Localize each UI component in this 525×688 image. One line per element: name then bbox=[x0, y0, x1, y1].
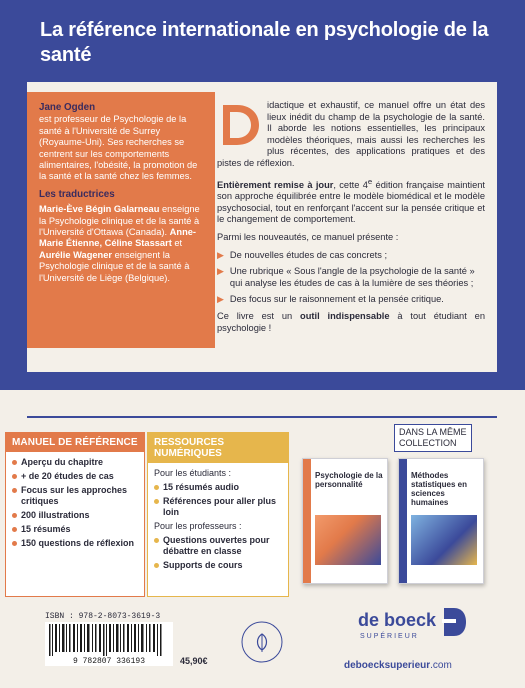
description bbox=[217, 100, 485, 340]
bullet-dot-icon bbox=[154, 538, 159, 543]
book-title: Psychologie de la personnalité bbox=[315, 471, 383, 489]
novelties-intro: Parmi les nouveautés, ce manuel présente : bbox=[217, 232, 399, 243]
url-domain: .com bbox=[430, 660, 452, 671]
edition-text: , cette 4 bbox=[333, 179, 368, 190]
teachers-label: Pour les professeurs : bbox=[154, 521, 242, 531]
description-edition bbox=[217, 176, 485, 226]
translators-heading: Les traductrices bbox=[39, 188, 115, 200]
author-name: Jane Ogden bbox=[39, 102, 96, 113]
closing-text: à tout étudiant en psychologie ! bbox=[217, 311, 485, 333]
novelty-text: Une rubrique « Sous l'angle de la psychologie de la santé » qui analyse les études de cas à la lumière de ses théories ; bbox=[229, 266, 475, 288]
collection-tag bbox=[394, 424, 472, 452]
arrow-bullet-icon: ▶ bbox=[217, 249, 224, 260]
barcode-icon bbox=[45, 622, 173, 666]
book-spine bbox=[399, 459, 407, 583]
student-resource: 15 résumés audio bbox=[163, 482, 240, 492]
description-intro: idactique et exhaustif, ce manuel offre un état des lieux inédit du champ de la psychologie de la santé. Il aborde les notions essentielles, les principaux modèles théoriques, mais aussi les recherches les plus récentes, des applications pratiques et des pistes de réflexion. bbox=[217, 100, 485, 168]
list-item bbox=[12, 510, 138, 521]
manuel-item: Focus sur les approches critiques bbox=[21, 485, 128, 506]
closing-text: Ce livre est un bbox=[217, 311, 301, 321]
book-cover-image bbox=[411, 515, 477, 565]
manuel-heading: MANUEL DE RÉFÉRENCE bbox=[6, 433, 144, 452]
edition-text: édition française maintient son approche équilibrée entre le modèle biomédical et le modèle psychosocial, tout en renforçant l'accent sur la pensée critique et le changement de comportement. bbox=[217, 179, 486, 225]
translator-bio: enseignent la Psychologie clinique et de la santé à l'Université de Liège (Belgique). bbox=[39, 249, 190, 283]
novelty-item bbox=[217, 294, 485, 306]
closing-highlight: outil indispensable bbox=[300, 311, 390, 321]
author-box bbox=[27, 92, 215, 348]
resources-body bbox=[148, 463, 288, 579]
translator-name: Aurélie Wagener bbox=[39, 249, 113, 260]
publisher-name: de boeck bbox=[358, 610, 437, 630]
list-item bbox=[12, 471, 138, 482]
list-item bbox=[12, 524, 138, 535]
bullet-dot-icon bbox=[12, 513, 17, 518]
divider bbox=[27, 416, 497, 418]
manuel-item: 200 illustrations bbox=[21, 510, 90, 520]
students-label: Pour les étudiants : bbox=[154, 468, 232, 478]
isbn: ISBN : 978-2-8073-3619-3 bbox=[45, 612, 161, 621]
book-cover-image bbox=[315, 515, 381, 565]
collection-line: COLLECTION bbox=[399, 438, 457, 448]
author-bio: est professeur de Psychologie de la santé à l'Université de Surrey (Royaume-Uni). Ses recherches se centrent sur les comportements alimentaires, l'obésité, la promotion de la santé et la santé chez les femmes. bbox=[39, 114, 198, 182]
barcode-digits: 9 782807 336193 bbox=[72, 657, 146, 666]
book-cover bbox=[302, 458, 388, 584]
translator-name: Marie-Ève Bégin Galarneau bbox=[39, 204, 160, 215]
translator-joiner: et bbox=[171, 238, 183, 249]
bullet-dot-icon bbox=[154, 485, 159, 490]
bullet-dot-icon bbox=[12, 541, 17, 546]
list-item bbox=[154, 496, 282, 518]
teacher-resource: Questions ouvertes pour débattre en classe bbox=[163, 535, 270, 556]
list-item bbox=[154, 560, 282, 571]
book-title: Méthodes statistiques en sciences humaines bbox=[411, 471, 468, 507]
manuel-item: 150 questions de réflexion bbox=[21, 538, 135, 548]
eco-responsible-logo-icon bbox=[240, 620, 284, 664]
description-closing bbox=[217, 311, 485, 334]
bullet-dot-icon bbox=[154, 563, 159, 568]
novelty-text: De nouvelles études de cas concrets ; bbox=[229, 249, 388, 260]
list-item bbox=[154, 482, 282, 493]
url-bold: deboecksuperieur bbox=[344, 660, 431, 671]
list-item bbox=[154, 535, 282, 557]
edition-highlight: Entièrement remise à jour bbox=[217, 179, 334, 190]
bullet-dot-icon bbox=[154, 499, 159, 504]
bullet-dot-icon bbox=[12, 474, 17, 479]
translators-text bbox=[39, 204, 203, 284]
list-item bbox=[12, 457, 138, 468]
publisher-logo-icon bbox=[358, 604, 468, 644]
bullet-dot-icon bbox=[12, 527, 17, 532]
book-cover bbox=[398, 458, 484, 584]
novelty-item bbox=[217, 266, 485, 289]
list-item bbox=[12, 538, 138, 549]
price: 45,90€ bbox=[180, 656, 208, 666]
manuel-item: Aperçu du chapitre bbox=[21, 457, 104, 467]
edition-sup: e bbox=[367, 176, 373, 186]
book-spine bbox=[303, 459, 311, 583]
publisher-subtitle: SUPÉRIEUR bbox=[360, 633, 419, 640]
publisher-url bbox=[344, 660, 452, 671]
teacher-resource: Supports de cours bbox=[163, 560, 243, 570]
student-resource: Références pour aller plus loin bbox=[163, 496, 277, 517]
list-item bbox=[12, 485, 138, 507]
bullet-dot-icon bbox=[12, 488, 17, 493]
resources-heading: RESSOURCES NUMÉRIQUES bbox=[148, 433, 288, 463]
resources-box bbox=[147, 432, 289, 597]
arrow-bullet-icon: ▶ bbox=[217, 266, 224, 277]
cover-title: La référence internationale en psychologie de la santé bbox=[40, 19, 489, 66]
translator-bio: enseigne la Psychologie clinique et de la santé à l'Université d'Ottawa (Canada). bbox=[39, 204, 200, 238]
arrow-bullet-icon: ▶ bbox=[217, 294, 224, 305]
dropcap-d-icon bbox=[217, 102, 263, 148]
manuel-list bbox=[6, 452, 144, 557]
collection-line: DANS LA MÊME bbox=[399, 427, 467, 437]
bullet-dot-icon bbox=[12, 460, 17, 465]
novelty-text: Des focus sur le raisonnement et la pensée critique. bbox=[229, 294, 444, 305]
manuel-box bbox=[5, 432, 145, 597]
translator-names: Anne-Marie Étienne, Céline Stassart bbox=[39, 227, 197, 249]
manuel-item: + de 20 études de cas bbox=[21, 471, 114, 481]
manuel-item: 15 résumés bbox=[21, 524, 71, 534]
novelty-item bbox=[217, 250, 485, 262]
